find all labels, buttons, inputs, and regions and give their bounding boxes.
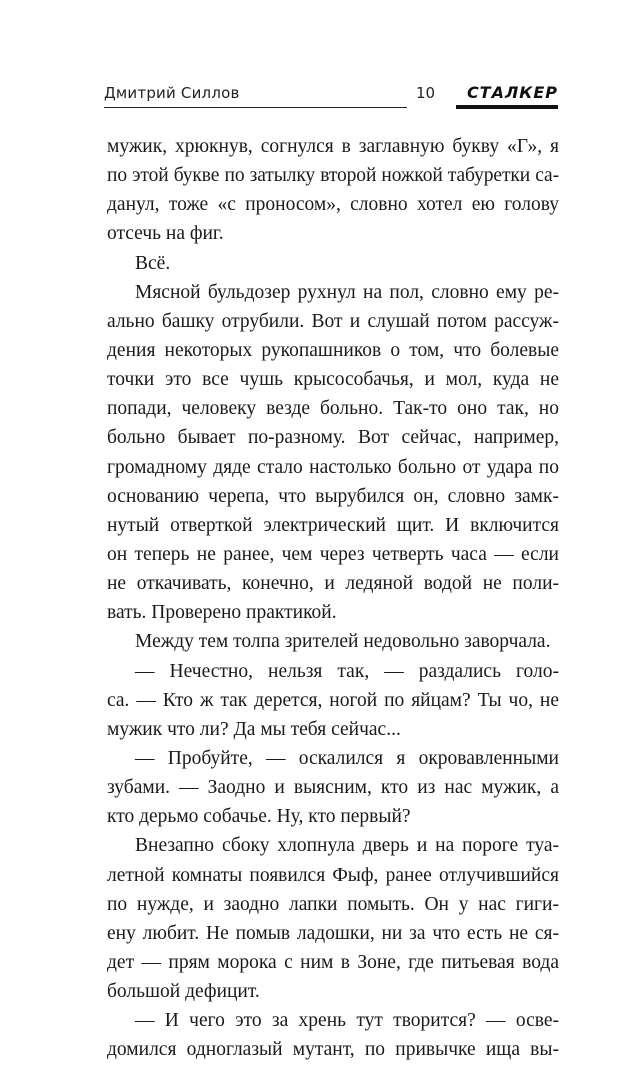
text-line: отсечь на фиг. xyxy=(107,223,224,245)
text-line: — И чего это за хрень тут творится? — осве- xyxy=(135,1010,559,1032)
text-line: Мясной бульдозер рухнул на пол, словно ему ре- xyxy=(135,281,559,303)
page-number: 10 xyxy=(416,84,436,102)
text-line: — Нечестно, нельзя так, — раздались голо- xyxy=(135,660,559,682)
text-line: точки это все чушь крысособачья, и мол, куда не xyxy=(107,369,559,391)
text-line: дения некоторых рукопашников о том, что болевые xyxy=(107,339,559,361)
header-rule xyxy=(104,107,407,108)
text-line: по нужде, и заодно лапки помыть. Он у нас гиги- xyxy=(107,893,559,915)
text-line: са. — Кто ж так дерется, ногой по яйцам? Ты чо, не xyxy=(107,689,559,711)
text-line: нутый отверткой электрический щит. И включится xyxy=(107,514,559,536)
text-line: мужик что ли? Да мы тебя сейчас... xyxy=(107,718,401,740)
text-line: больно бывает по-разному. Вот сейчас, например, xyxy=(107,427,559,449)
text-line: Внезапно сбоку хлопнула дверь и на пороге туа- xyxy=(135,835,559,857)
text-line: домился одноглазый мутант, по привычке ища вы- xyxy=(107,1039,559,1061)
author-name: Дмитрий Силлов xyxy=(104,84,240,102)
text-line: ену любит. Не помыв ладошки, ни за что есть не ся- xyxy=(107,922,559,944)
text-line: не откачивать, конечно, и ледяной водой не поли- xyxy=(107,573,559,595)
text-line: попади, человеку везде больно. Так-то оно так, но xyxy=(107,398,559,420)
text-line: ально башку отрубили. Вот и слушай потом рассуж- xyxy=(107,310,559,332)
running-header xyxy=(104,84,558,110)
text-line: — Пробуйте, — оскалился я окровавленными xyxy=(135,747,559,769)
text-line: громадному дяде стало настолько больно от удара по xyxy=(107,456,559,478)
text-line: Между тем толпа зрителей недовольно заворчала. xyxy=(135,631,551,653)
text-line: летной комнаты появился Фыф, ранее отлучившийся xyxy=(107,864,559,886)
text-line: Всё. xyxy=(135,252,171,274)
text-line: большой дефицит. xyxy=(107,981,260,1003)
text-line: дет — прям морока с ним в Зоне, где питьевая вода xyxy=(107,951,559,973)
text-line: данул, тоже «с проносом», словно хотел ею голову xyxy=(107,194,559,216)
series-title: СТАЛКЕР xyxy=(466,83,558,102)
text-line: кто дерьмо собачье. Ну, кто первый? xyxy=(107,806,411,828)
text-line: вать. Проверено практикой. xyxy=(107,602,337,624)
text-line: мужик, хрюкнув, согнулся в заглавную букву «Г», я xyxy=(107,136,559,157)
text-line: он теперь не ранее, чем через четверть часа — если xyxy=(107,543,559,565)
text-line: основанию черепа, что вырубился он, словно замк- xyxy=(107,485,559,507)
series-underline xyxy=(456,105,558,109)
body-text xyxy=(107,132,559,1065)
text-line: зубами. — Заодно и выясним, кто из нас мужик, а xyxy=(107,777,559,799)
text-line: по этой букве по затылку второй ножкой табуретки са- xyxy=(107,165,559,187)
